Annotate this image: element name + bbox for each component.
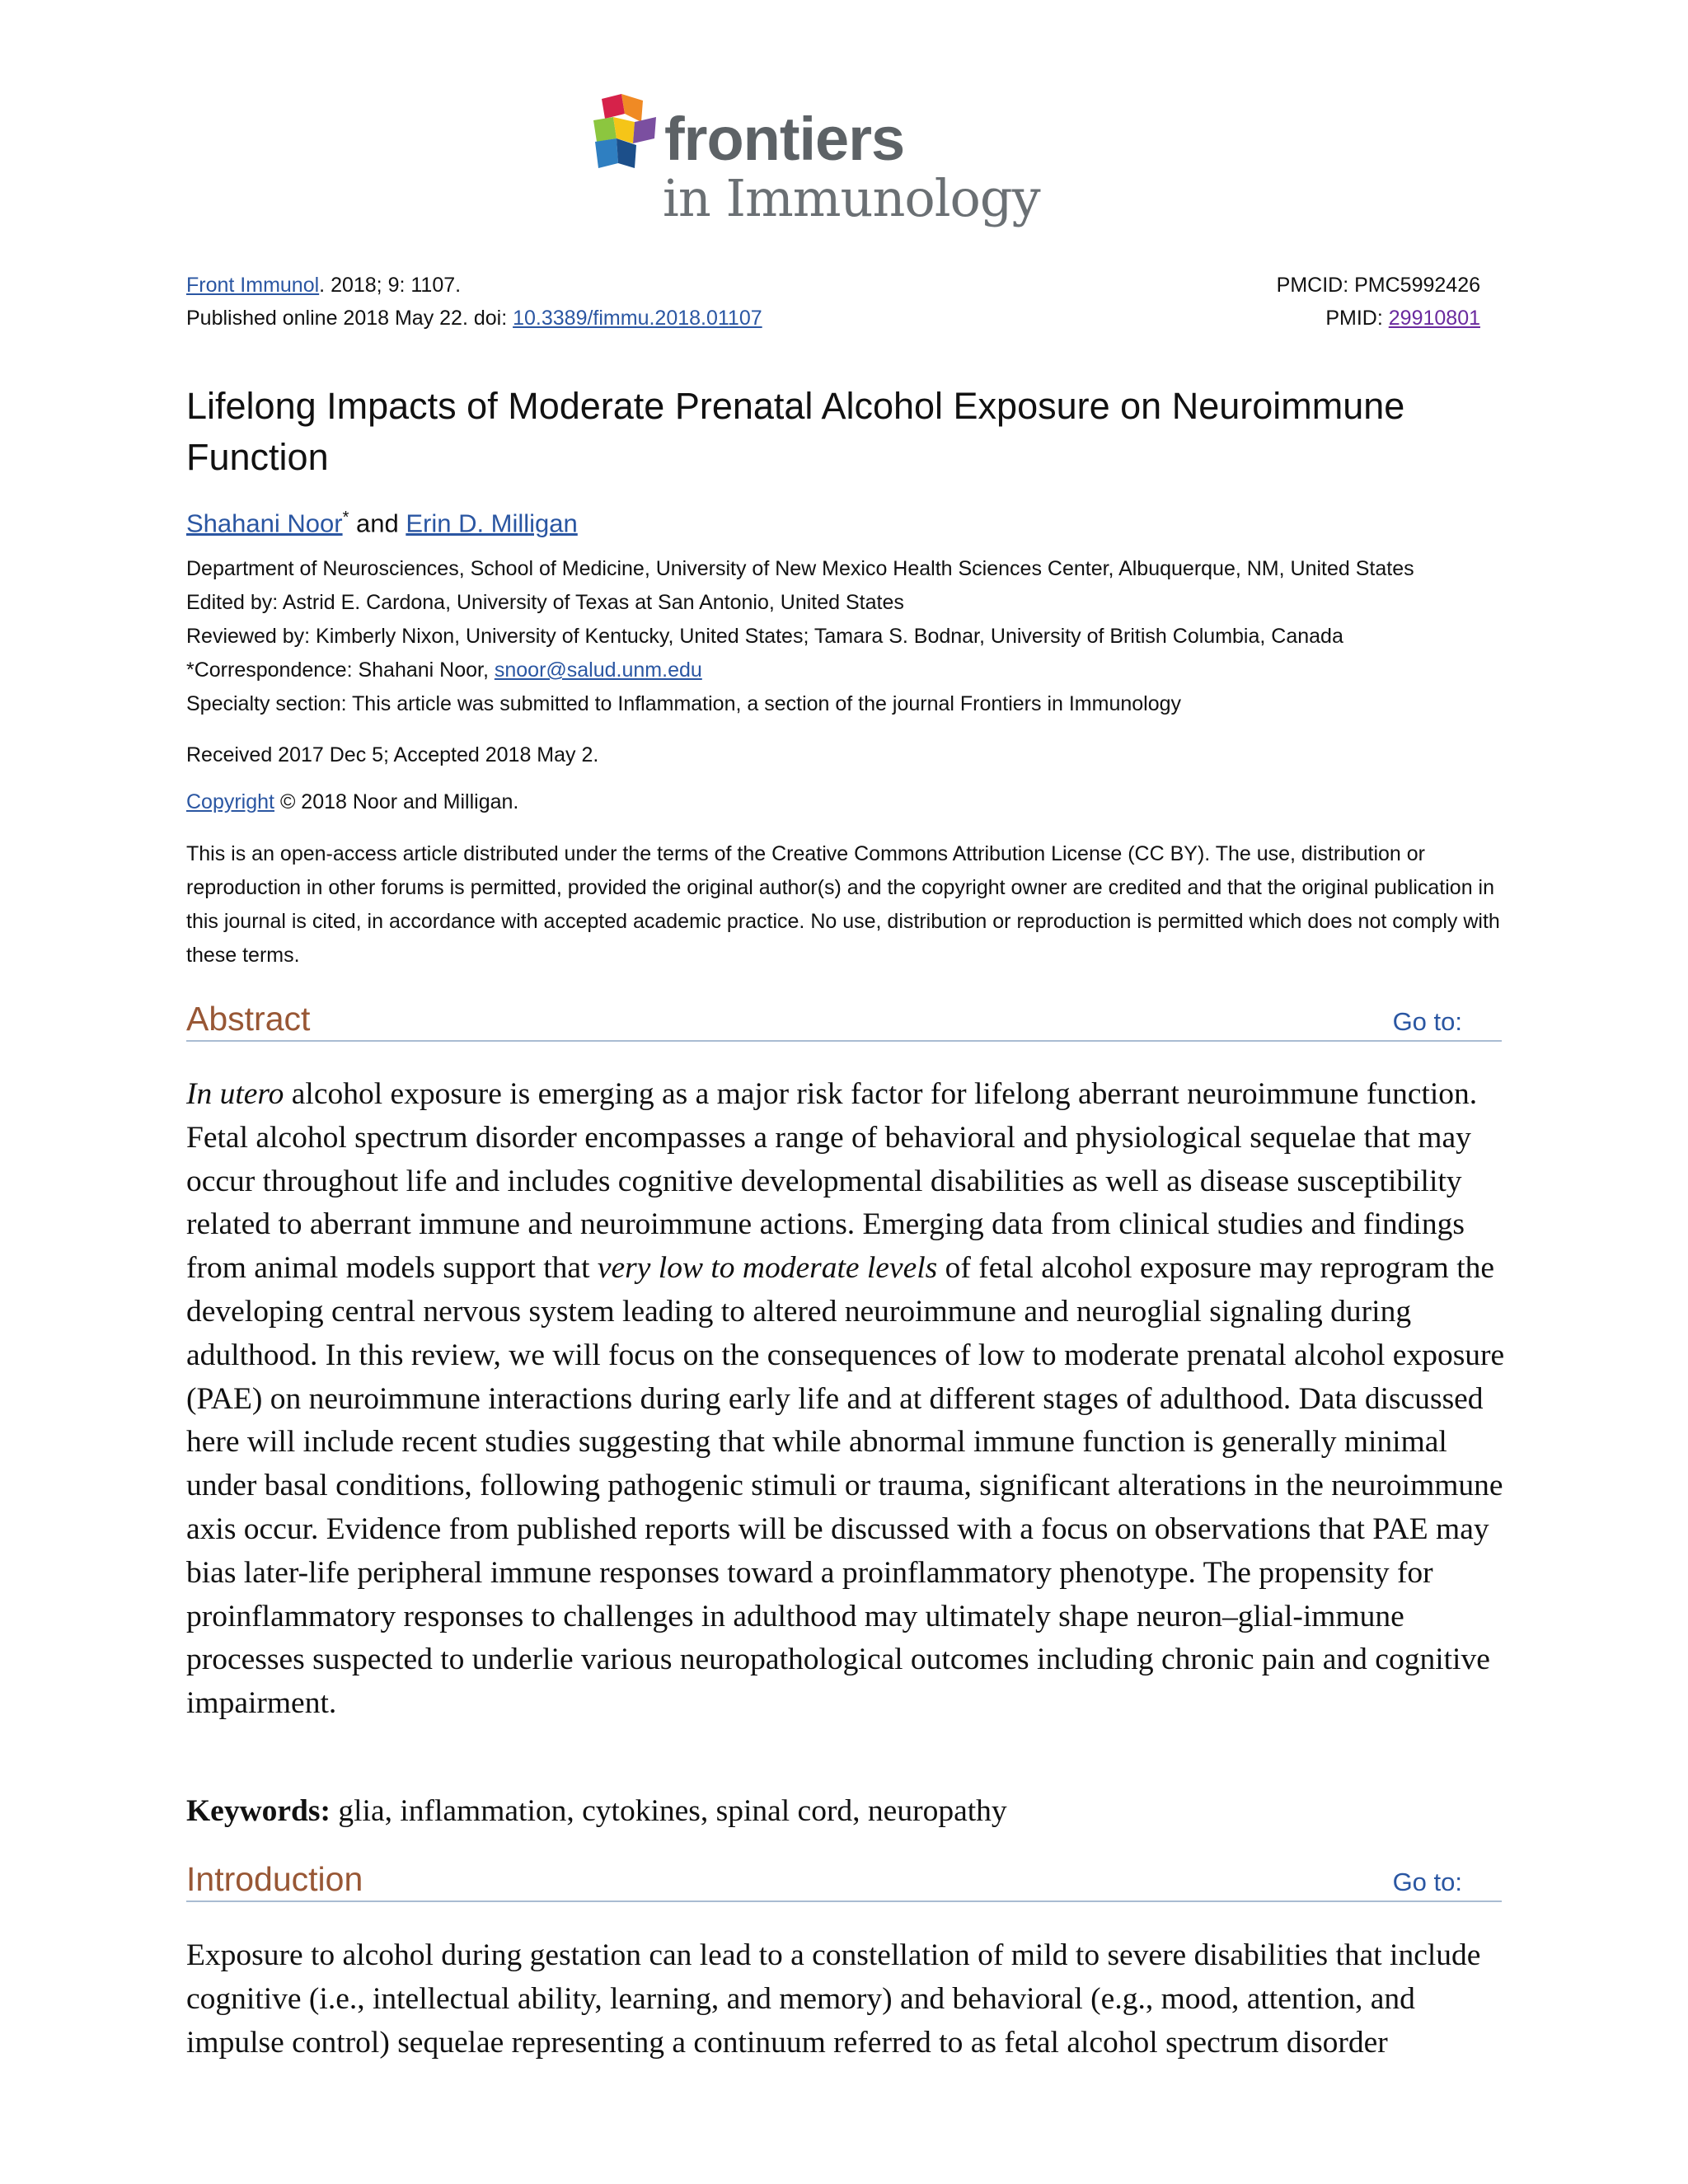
copyright-link[interactable]: Copyright bbox=[186, 790, 274, 813]
copyright-line bbox=[186, 785, 1513, 819]
article-title: Lifelong Impacts of Moderate Prenatal Alcohol Exposure on Neuroimmune Function bbox=[186, 385, 1405, 478]
introduction-section-header bbox=[186, 1858, 1502, 1902]
citation-line-2 bbox=[186, 307, 1480, 330]
abstract-italic-levels: very low to moderate levels bbox=[597, 1251, 938, 1286]
article-info bbox=[186, 552, 1513, 721]
citation-volume: . 2018; 9: 1107. bbox=[319, 274, 462, 297]
introduction-goto-link[interactable]: Go to: bbox=[1392, 1868, 1462, 1896]
copyright-holder: © 2018 Noor and Milligan. bbox=[274, 790, 519, 813]
logo-wordmark: frontiers bbox=[664, 105, 905, 173]
corresponding-mark: * bbox=[342, 509, 349, 527]
email-link[interactable]: snoor@salud.unm.edu bbox=[494, 658, 702, 682]
abstract-paragraph bbox=[186, 1073, 1513, 1726]
abstract-text-1: alcohol exposure is emerging as a major risk factor for lifelong aberrant neuroimmune function. Fetal alcohol spectrum disorder encompasses a range of behavioral and physiological sequelae that may occur throughout life and includes cognitive developmental disabilities as well as disease susceptibility related to aberrant immune and neuroimmune actions. Emerging data from clinical studies and findings from animal models support that bbox=[186, 1077, 1478, 1286]
pmid-label: PMID: bbox=[1325, 307, 1389, 330]
edited-by: Edited by: Astrid E. Cardona, University of Texas at San Antonio, United States bbox=[186, 591, 904, 614]
introduction-paragraph: Exposure to alcohol during gestation can lead to a constellation of mild to severe disabilities that include cognitive (i.e., intellectual ability, learning, and memory) and behavioral (e.g., mood, attention, and impulse control) sequelae representing a continuum referred to as fetal alcohol spectrum disorder bbox=[186, 1938, 1481, 2060]
pmcid: PMCID: PMC5992426 bbox=[1276, 274, 1480, 297]
introduction-body bbox=[186, 1934, 1513, 2064]
reviewed-by: Reviewed by: Kimberly Nixon, University of Kentucky, United States; Tamara S. Bodnar, University of British Columbia, Canada bbox=[186, 625, 1343, 648]
abstract-goto-link[interactable]: Go to: bbox=[1392, 1007, 1462, 1036]
author-list bbox=[186, 501, 578, 540]
abstract-body bbox=[186, 1073, 1513, 1726]
specialty-section: Specialty section: This article was submitted to Inflammation, a section of the journal Frontiers in Immunology bbox=[186, 692, 1182, 715]
frontiers-cube-icon bbox=[584, 92, 674, 183]
keywords bbox=[186, 1793, 1007, 1829]
logo-subtitle: in Immunology bbox=[663, 168, 1040, 228]
abstract-heading: Abstract bbox=[186, 1000, 311, 1038]
doi-link[interactable]: 10.3389/fimmu.2018.01107 bbox=[513, 307, 762, 330]
correspondence bbox=[186, 654, 1513, 687]
article-dates: Received 2017 Dec 5; Accepted 2018 May 2. bbox=[186, 743, 599, 766]
correspondence-prefix: *Correspondence: Shahani Noor, bbox=[186, 658, 495, 682]
keywords-label: Keywords: bbox=[186, 1794, 331, 1828]
author-separator: and bbox=[349, 509, 406, 538]
license-text: This is an open-access article distributed under the terms of the Creative Commons Attribution License (CC BY). The use, distribution or reproduction in other forums is permitted, provided the original author(s) and the copyright owner are credited and that the original publication in this journal is cited, in accordance with accepted academic practice. No use, distribution or reproduction is permitted which does not comply with these terms. bbox=[186, 842, 1500, 967]
abstract-section-header bbox=[186, 997, 1502, 1042]
citation-line-1 bbox=[186, 274, 1480, 297]
published-date: Published online 2018 May 22. doi: bbox=[186, 307, 513, 330]
journal-link[interactable]: Front Immunol bbox=[186, 274, 320, 297]
keywords-list: glia, inflammation, cytokines, spinal cord, neuropathy bbox=[330, 1794, 1007, 1828]
abstract-italic-in-utero: In utero bbox=[186, 1077, 284, 1111]
introduction-heading: Introduction bbox=[186, 1860, 363, 1898]
pmid-link[interactable]: 29910801 bbox=[1388, 307, 1480, 330]
pmid bbox=[1325, 307, 1480, 330]
affiliation: Department of Neurosciences, School of Medicine, University of New Mexico Health Sciences Center, Albuquerque, NM, United States bbox=[186, 557, 1414, 580]
author-link-noor[interactable]: Shahani Noor bbox=[186, 509, 343, 538]
abstract-text-2: of fetal alcohol exposure may reprogram the developing central nervous system leading to altered neuroimmune and neuroglial signaling during adulthood. In this review, we will focus on the consequences of low to moderate prenatal alcohol exposure (PAE) on neuroimmune interactions during early life and at different stages of adulthood. Data discussed here will include recent studies suggesting that while abnormal immune function is generally minimal under basal conditions, following pathogenic stimuli or trauma, significant alterations in the neuroimmune axis occur. Evidence from published reports will be discussed with a focus on observations that PAE may bias later-life peripheral immune responses toward a proinflammatory phenotype. The propensity for proinflammatory responses to challenges in adulthood may ultimately shape neuron–glial-immune processes suspected to underlie various neuropathological outcomes including chronic pain and cognitive impairment. bbox=[186, 1251, 1505, 1721]
journal-logo bbox=[584, 92, 1045, 237]
author-link-milligan[interactable]: Erin D. Milligan bbox=[406, 509, 578, 538]
